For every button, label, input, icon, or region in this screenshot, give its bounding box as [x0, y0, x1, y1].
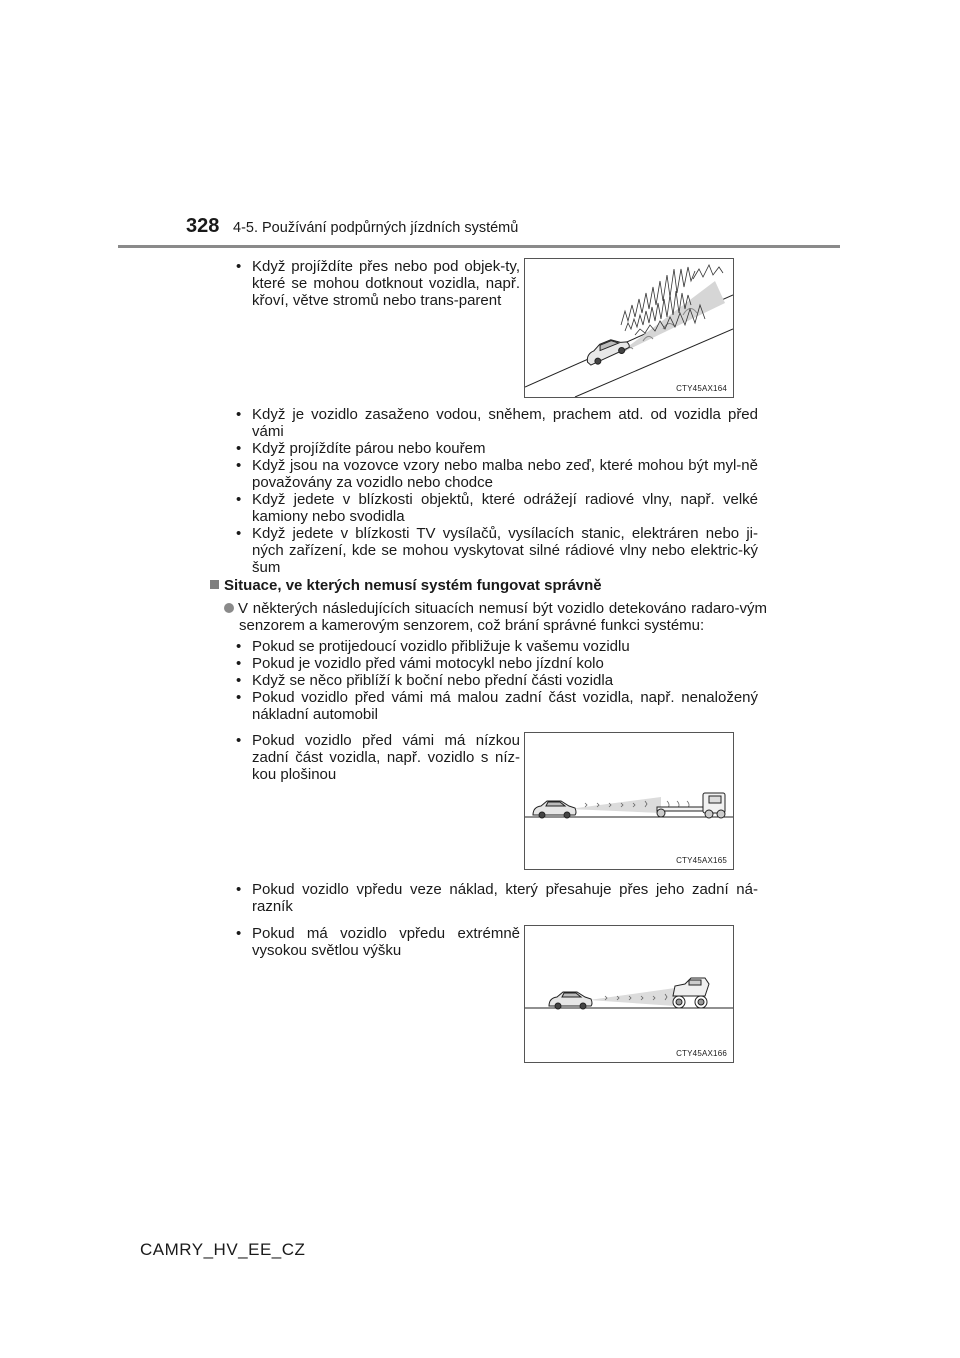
figure-code: CTY45AX165	[676, 856, 727, 865]
section-heading-text: Situace, ve kterých nemusí systém fungovat správně	[224, 577, 602, 594]
vegetation-illustration	[525, 259, 733, 397]
list-item	[236, 638, 758, 655]
list-item	[236, 457, 758, 491]
section-title: 4-5. Používání podpůrných jízdních systémů	[233, 220, 519, 236]
list-item-text: Když se něco přiblíží k boční nebo přední části vozidla	[252, 672, 614, 689]
high-clearance-illustration	[525, 926, 733, 1062]
section-heading	[210, 577, 602, 594]
list-item	[236, 672, 758, 689]
list-item	[236, 440, 758, 457]
bullet-dot: •	[236, 672, 242, 689]
list-item	[236, 491, 758, 525]
intro-item	[224, 600, 767, 634]
list-item	[236, 689, 758, 723]
bullet-dot: •	[236, 732, 242, 749]
intro-text: V některých následujících situacích nemusí být vozidlo detekováno radaro-vým senzorem a kamerovým senzorem, což brání správné funkci systému:	[238, 600, 767, 634]
list-item-text: Když jsou na vozovce vzory nebo malba nebo zeď, které mohou být myl-ně považovány za vozidlo nebo chodce	[252, 457, 758, 491]
list-item-text: Když projíždíte přes nebo pod objek-ty, které se mohou dotknout vozidla, např. křoví, větve stromů nebo trans-parent	[252, 258, 520, 309]
list-item-text: Pokud vozidlo vpředu veze náklad, který přesahuje přes jeho zadní ná-razník	[252, 881, 758, 915]
list-item-text: Když jedete v blízkosti objektů, které odrážejí radiové vlny, např. velké kamiony nebo svodidla	[252, 491, 758, 525]
bullet-dot: •	[236, 406, 242, 423]
figure-high-clearance	[524, 925, 734, 1063]
list-item	[236, 258, 520, 309]
list-item-text: Pokud je vozidlo před vámi motocykl nebo jízdní kolo	[252, 655, 604, 672]
circle-bullet-icon	[224, 603, 234, 613]
list-item-text: Pokud se protijedoucí vozidlo přibližuje k vašemu vozidlu	[252, 638, 630, 655]
page-number: 328	[186, 215, 220, 237]
bullet-dot: •	[236, 258, 242, 275]
list-item	[236, 406, 758, 440]
header-rule	[118, 245, 840, 248]
low-trailer-illustration	[525, 733, 733, 869]
bullet-dot: •	[236, 655, 242, 672]
list-item-text: Když je vozidlo zasaženo vodou, sněhem, prachem atd. od vozidla před vámi	[252, 406, 758, 440]
bullet-dot: •	[236, 491, 242, 508]
bullet-dot: •	[236, 881, 242, 898]
list-item	[236, 525, 758, 576]
list-item	[236, 655, 758, 672]
list-item-text: Pokud vozidlo před vámi má nízkou zadní část vozidla, např. vozidlo s níz-kou plošinou	[252, 732, 520, 783]
list-item-text: Když jedete v blízkosti TV vysílačů, vysílacích stanic, elektráren nebo ji-ných zařízení, kde se mohou vyskytovat silné rádiové vlny nebo elektric-ký šum	[252, 525, 758, 576]
bullet-dot: •	[236, 525, 242, 542]
figure-vegetation	[524, 258, 734, 398]
bullet-dot: •	[236, 925, 242, 942]
list-item-text: Když projíždíte párou nebo kouřem	[252, 440, 486, 457]
list-item-text: Pokud vozidlo před vámi má malou zadní část vozidla, např. nenaložený nákladní automobil	[252, 689, 758, 723]
figure-code: CTY45AX166	[676, 1049, 727, 1058]
figure-code: CTY45AX164	[676, 384, 727, 393]
bullet-dot: •	[236, 689, 242, 706]
list-item	[236, 881, 758, 915]
list-item	[236, 732, 520, 783]
bullet-dot: •	[236, 638, 242, 655]
heading-square-icon	[210, 580, 219, 589]
list-item-text: Pokud má vozidlo vpředu extrémně vysokou světlou výšku	[252, 925, 520, 959]
list-item	[236, 925, 520, 959]
bullet-dot: •	[236, 440, 242, 457]
figure-low-trailer	[524, 732, 734, 870]
footer-doc-code: CAMRY_HV_EE_CZ	[140, 1240, 306, 1259]
bullet-dot: •	[236, 457, 242, 474]
